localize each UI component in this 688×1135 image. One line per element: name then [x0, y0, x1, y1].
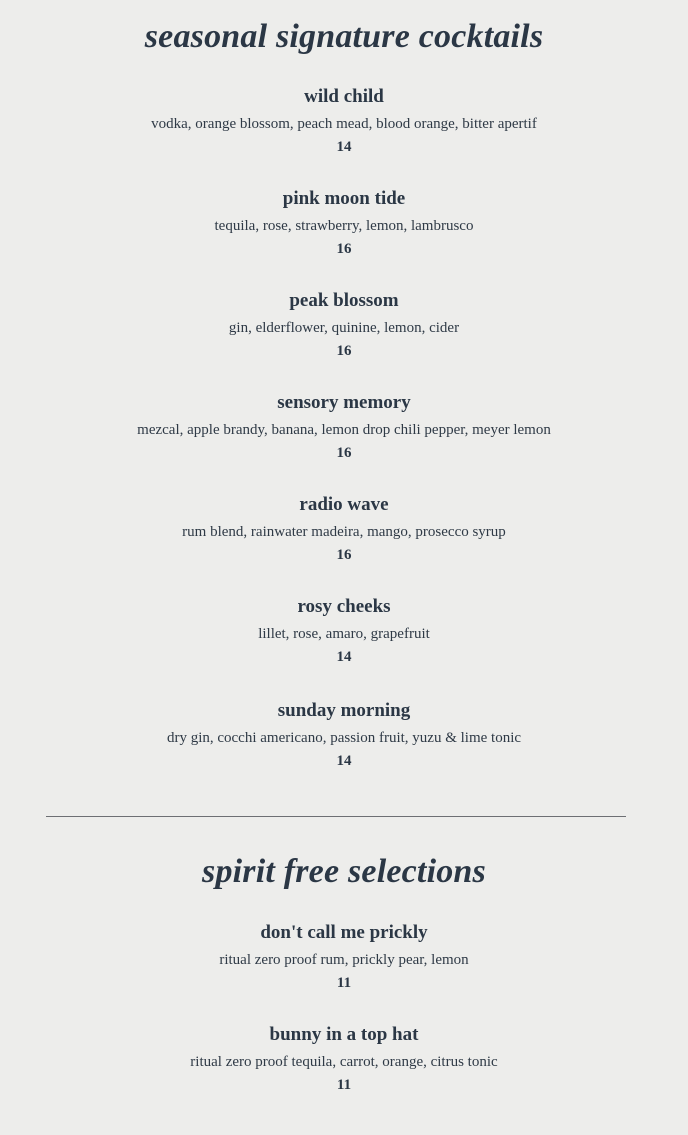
item-description: ritual zero proof rum, prickly pear, lemon: [219, 952, 469, 968]
item-price: 11: [336, 975, 352, 991]
item-name: sensory memory: [277, 392, 411, 413]
item-name: don't call me prickly: [260, 922, 428, 943]
item-price: 16: [336, 445, 352, 461]
item-name: radio wave: [299, 494, 389, 515]
item-description: ritual zero proof tequila, carrot, orange, citrus tonic: [190, 1054, 498, 1070]
item-price: 16: [336, 343, 352, 359]
item-description: gin, elderflower, quinine, lemon, cider: [228, 320, 460, 336]
menu-item-rosy-cheeks: [0, 596, 688, 666]
menu-item-sensory-memory: [0, 392, 688, 462]
item-price: 16: [336, 547, 352, 563]
item-description: dry gin, cocchi americano, passion fruit, yuzu & lime tonic: [166, 730, 522, 746]
menu-item-peak-blossom: [0, 290, 688, 360]
item-price: 14: [336, 649, 352, 665]
signature-section-title: seasonal signature cocktails: [144, 18, 544, 55]
item-description: vodka, orange blossom, peach mead, blood orange, bitter apertif: [151, 116, 537, 132]
item-description: lillet, rose, amaro, grapefruit: [258, 626, 430, 642]
section-divider: [46, 816, 626, 817]
item-name: bunny in a top hat: [269, 1024, 419, 1045]
item-price: 16: [336, 241, 352, 257]
item-name: rosy cheeks: [297, 596, 391, 617]
item-description: rum blend, rainwater madeira, mango, prosecco syrup: [182, 524, 506, 540]
menu-item-dont-call-me-prickly: [0, 922, 688, 992]
item-price: 11: [336, 1077, 352, 1093]
menu-item-wild-child: [0, 86, 688, 156]
menu-item-bunny-in-a-top-hat: [0, 1024, 688, 1094]
item-name: peak blossom: [289, 290, 399, 311]
item-price: 14: [336, 753, 352, 769]
item-name: pink moon tide: [282, 188, 406, 209]
item-name: sunday morning: [277, 700, 411, 721]
item-description: mezcal, apple brandy, banana, lemon drop chili pepper, meyer lemon: [137, 422, 551, 438]
item-price: 14: [336, 139, 352, 155]
item-name: wild child: [304, 86, 384, 107]
menu-item-sunday-morning: [0, 700, 688, 770]
menu-item-pink-moon-tide: [0, 188, 688, 258]
spirit-free-section-title: spirit free selections: [202, 853, 486, 890]
menu-item-radio-wave: [0, 494, 688, 564]
item-description: tequila, rose, strawberry, lemon, lambrusco: [214, 218, 474, 234]
